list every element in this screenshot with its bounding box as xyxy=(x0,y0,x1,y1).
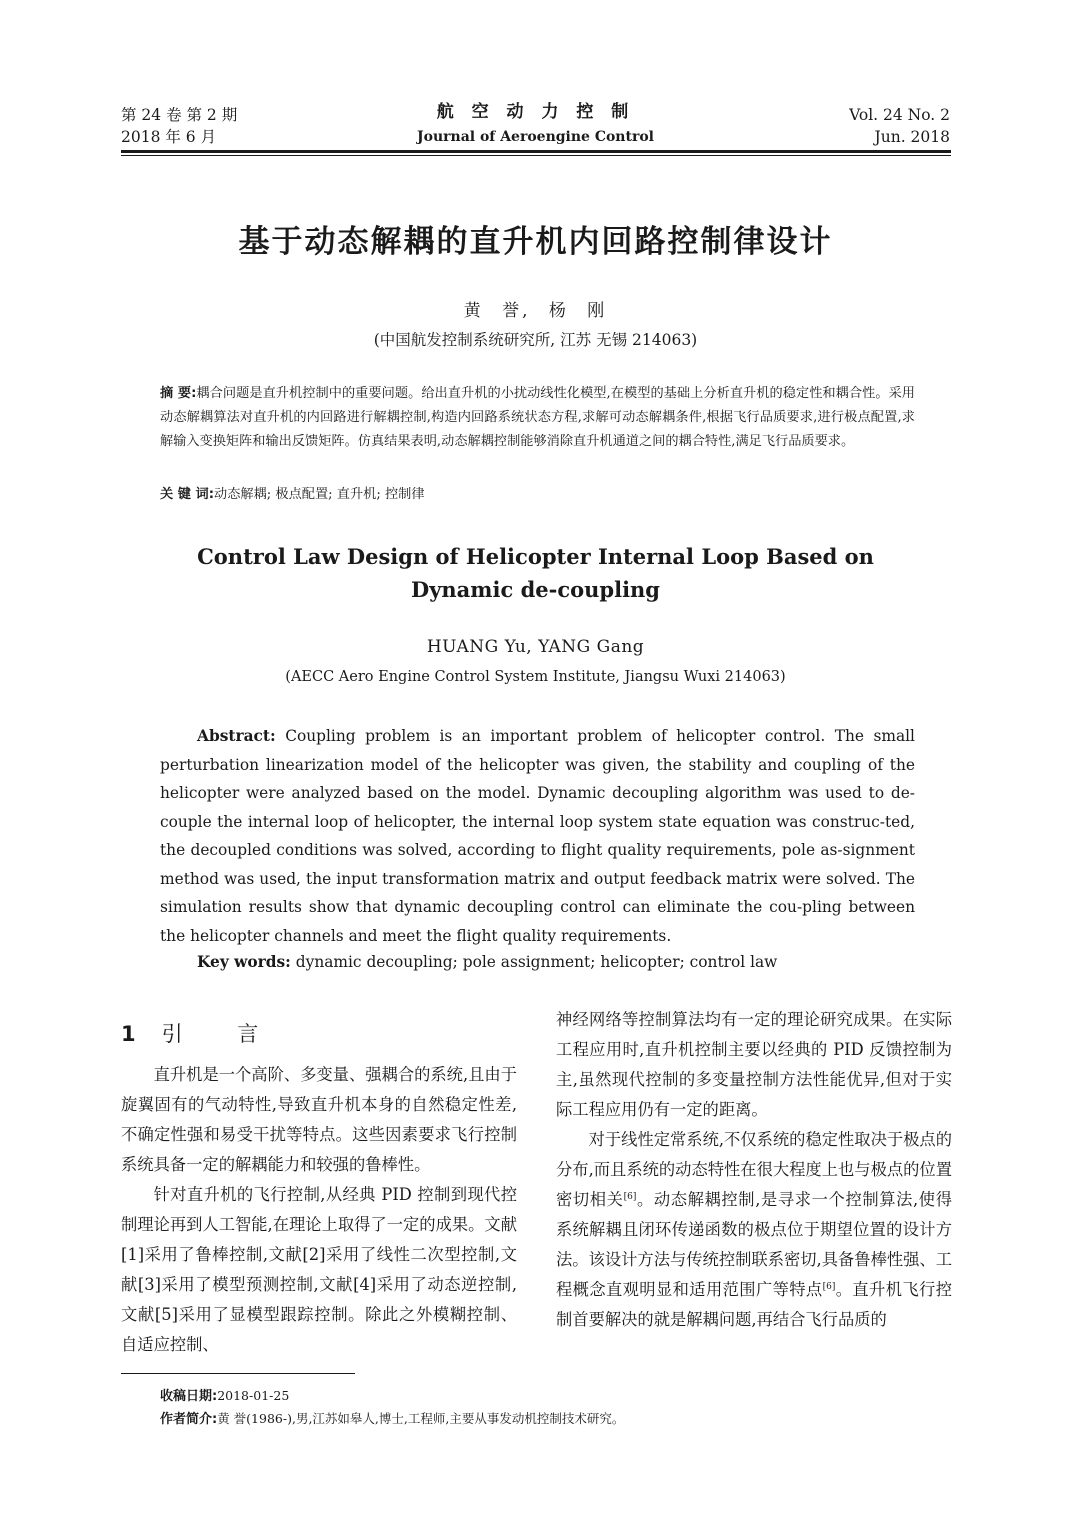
body-paragraph: 直升机是一个高阶、多变量、强耦合的系统,且由于旋翼固有的气动特性,导致直升机本身的自然稳定性差,不确定性强和易受干扰等特点。这些因素要求飞行控制系统具备一定的解耦能力和较强的鲁棒性。 xyxy=(121,1065,517,1174)
affiliation-cn: (中国航发控制系统研究所, 江苏 无锡 214063) xyxy=(373,331,698,349)
body-paragraph xyxy=(556,1125,952,1335)
paper-title-en xyxy=(0,540,1071,606)
abstract-cn-label: 摘 要: xyxy=(160,386,197,401)
journal-name-cn: 航 空 动 力 控 制 xyxy=(436,102,635,122)
body-text: 。动态解耦控制,是寻求一个控制算法,使得系统解耦且闭环传递函数的极点位于期望位置的设计方法。该设计方法与传统控制联系密切,具备鲁棒性强、工程概念直观明显和适用范围广等特点 xyxy=(556,1190,952,1299)
authors-en: HUANG Yu, YANG Gang xyxy=(426,637,645,657)
citation-ref: [6] xyxy=(822,1282,836,1292)
keywords-en xyxy=(197,950,777,974)
paper-title-cn: 基于动态解耦的直升机内回路控制律设计 xyxy=(238,224,833,260)
header-date-en: Jun. 2018 xyxy=(874,128,950,146)
abstract-en-text: Coupling problem is an important problem of helicopter control. The small perturbation linearization model of the helicopter was given, the stability and coupling of the helicopter were analyzed based on the model. Dynamic decoupling algorithm was used to de-couple the internal loop of helicopter, the internal loop system state equation was construc-ted, the decoupled conditions was solved, according to flight quality requirements, pole as-signment method was used, the input transformation matrix and output feedback matrix were solved. The simulation results show that dynamic decoupling control can eliminate the cou-pling between the helicopter channels and meet the flight quality requirements. xyxy=(160,727,915,945)
authors-cn: 黄 誉, 杨 刚 xyxy=(463,301,608,321)
header-date-cn: 2018 年 6 月 xyxy=(121,128,217,146)
header-volume-en: Vol. 24 No. 2 xyxy=(849,106,950,124)
keywords-en-text: dynamic decoupling; pole assignment; helicopter; control law xyxy=(295,953,778,971)
citation-ref: [6] xyxy=(623,1192,637,1202)
received-date xyxy=(160,1385,624,1408)
footnote-rule xyxy=(121,1373,355,1374)
section-number: 1 xyxy=(121,1022,136,1046)
keywords-cn xyxy=(160,485,425,505)
abstract-en xyxy=(160,722,915,950)
abstract-cn xyxy=(160,382,915,454)
body-paragraph: 针对直升机的飞行控制,从经典 PID 控制到现代控制理论再到人工智能,在理论上取得了一定的成果。文献[1]采用了鲁棒控制,文献[2]采用了线性二次型控制,文献[3]采用了模型预测控制,文献[4]采用了动态逆控制,文献[5]采用了显模型跟踪控制。除此之外模糊控制、自适应控制、 xyxy=(121,1185,517,1354)
keywords-en-label: Key words: xyxy=(197,953,291,971)
header-rule-thin xyxy=(121,155,951,156)
body-text: 对于线性定常系统,不仅系统的稳定性取决于极点的分布,而且系统的动态特性在很大程度上也与极点的位置密切相关 xyxy=(556,1130,952,1209)
body-column-left xyxy=(121,1060,517,1360)
keywords-cn-text: 动态解耦; 极点配置; 直升机; 控制律 xyxy=(214,487,425,502)
body-paragraph: 神经网络等控制算法均有一定的理论研究成果。在实际工程应用时,直升机控制主要以经典的 PID 反馈控制为主,虽然现代控制的多变量控制方法性能优异,但对于实际工程应用仍有一定的距离。 xyxy=(556,1010,952,1119)
section-heading xyxy=(121,1018,282,1048)
body-text: 。直升机飞行控制首要解决的就是解耦问题,再结合飞行品质的 xyxy=(556,1280,952,1329)
header-rule-thick xyxy=(121,150,951,153)
abstract-cn-text: 耦合问题是直升机控制中的重要问题。给出直升机的小扰动线性化模型,在模型的基础上分析直升机的稳定性和耦合性。采用动态解耦算法对直升机的内回路进行解耦控制,构造内回路系统状态方程,求解可动态解耦条件,根据飞行品质要求,进行极点配置,求解输入变换矩阵和输出反馈矩阵。仿真结果表明,动态解耦控制能够消除直升机通道之间的耦合特性,满足飞行品质要求。 xyxy=(160,386,915,449)
received-label: 收稿日期: xyxy=(160,1389,218,1404)
paper-title-en-line1: Control Law Design of Helicopter Internal Loop Based on xyxy=(197,544,874,569)
keywords-cn-label: 关 键 词: xyxy=(160,487,215,502)
paper-title-en-line2: Dynamic de-coupling xyxy=(411,577,660,602)
received-value: 2018-01-25 xyxy=(217,1388,290,1403)
journal-name-en: Journal of Aeroengine Control xyxy=(417,129,654,145)
footnote xyxy=(160,1385,624,1431)
author-bio xyxy=(160,1408,624,1431)
body-column-right xyxy=(556,1005,952,1335)
affiliation-en: (AECC Aero Engine Control System Institute, Jiangsu Wuxi 214063) xyxy=(285,669,786,685)
abstract-en-label: Abstract: xyxy=(197,727,276,745)
section-title: 引 言 xyxy=(161,1022,283,1046)
author-bio-text: 黄 誉(1986-),男,江苏如皋人,博士,工程师,主要从事发动机控制技术研究。 xyxy=(217,1411,625,1426)
header-issue-en xyxy=(849,104,950,148)
author-bio-label: 作者简介: xyxy=(160,1412,218,1427)
header-volume-cn: 第 24 卷 第 2 期 xyxy=(121,106,238,124)
